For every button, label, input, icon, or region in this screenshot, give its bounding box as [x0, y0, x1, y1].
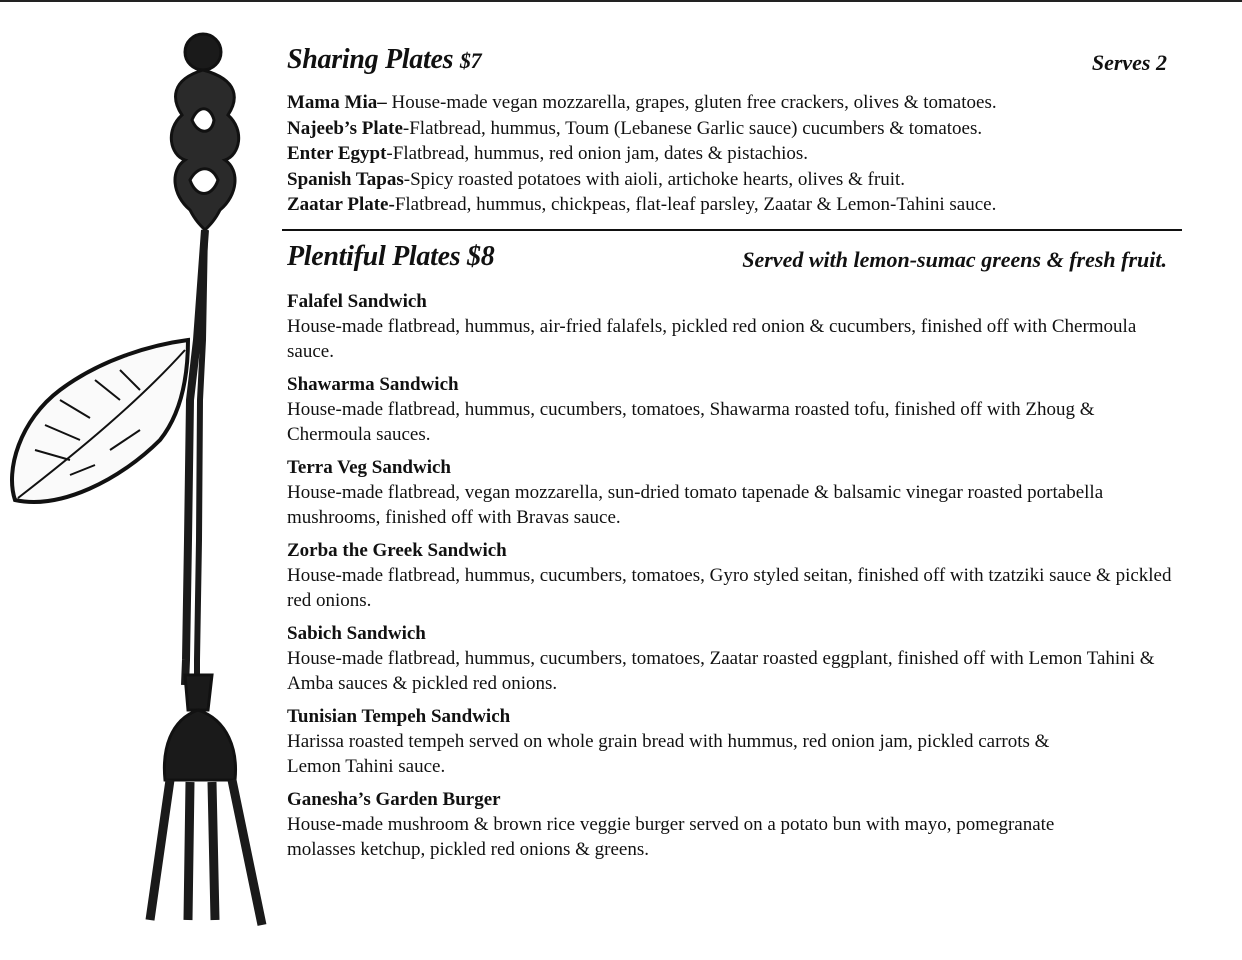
menu-item-description: -Spicy roasted potatoes with aioli, artichoke hearts, olives & fruit.: [403, 168, 906, 190]
section-divider: [282, 229, 1182, 231]
sharing-plates-section: [287, 40, 1177, 218]
sharing-plates-header: [287, 40, 1177, 84]
sharing-plates-title: [287, 44, 481, 76]
menu-item-description: -Flatbread, hummus, red onion jam, dates & pistachios.: [386, 143, 809, 164]
menu-item-name: Enter Egypt: [287, 143, 387, 164]
list-item: [287, 167, 1177, 193]
list-item: [287, 116, 1177, 142]
plentiful-plates-header: [287, 237, 1177, 281]
sharing-plates-list: [287, 90, 1177, 218]
menu-item-name: Zaatar Plate-: [287, 194, 395, 215]
menu-item-description: House-made flatbread, hummus, cucumbers, tomatoes, Gyro styled seitan, finished off with tzatziki sauce & pickled red onions.: [287, 564, 1172, 611]
list-item: [287, 787, 1177, 862]
menu-item-name: Terra Veg Sandwich: [287, 456, 451, 478]
menu-item-description: House-made flatbread, hummus, air-fried falafels, pickled red onion & cucumbers, finished off with Chermoula sauce.: [287, 315, 1137, 362]
list-item: [287, 192, 1177, 218]
menu-item-name: Mama Mia–: [287, 92, 387, 113]
menu-item-name: Spanish Tapas: [287, 168, 404, 190]
list-item: [287, 141, 1177, 167]
menu-item-name: Ganesha’s Garden Burger: [287, 788, 501, 810]
menu-item-description: House-made mushroom & brown rice veggie burger served on a potato bun with mayo, pomegranate molasses ketchup, pickled red onions & greens.: [287, 813, 1055, 860]
menu-item-description: Harissa roasted tempeh served on whole grain bread with hummus, red onion jam, pickled carrots & Lemon Tahini sauce.: [287, 730, 1050, 777]
menu-item-description: House-made flatbread, vegan mozzarella, sun-dried tomato tapenade & balsamic vinegar roasted portabella mushrooms, finished off with Bravas sauce.: [287, 481, 1104, 528]
menu-content: [287, 40, 1177, 862]
sharing-plates-title-text: Sharing Plates: [287, 44, 454, 75]
sharing-plates-serves-note: Serves 2: [1091, 50, 1167, 75]
menu-item-name: Najeeb’s Plate: [287, 117, 403, 139]
menu-item-description: House-made flatbread, hummus, cucumbers, tomatoes, Zaatar roasted eggplant, finished off with Lemon Tahini & Amba sauces & pickled red onions.: [287, 647, 1155, 694]
plentiful-plates-section: [287, 237, 1177, 862]
fork-illustration-icon: [0, 20, 280, 940]
list-item: [287, 538, 1177, 613]
menu-item-name: Falafel Sandwich: [287, 290, 427, 312]
list-item: [287, 289, 1177, 364]
menu-item-description: House-made vegan mozzarella, grapes, gluten free crackers, olives & tomatoes.: [386, 92, 997, 113]
list-item: [287, 372, 1177, 447]
menu-item-name: Tunisian Tempeh Sandwich: [287, 705, 511, 727]
list-item: [287, 621, 1177, 696]
sharing-plates-price: $7: [459, 48, 482, 73]
menu-item-description: Flatbread, hummus, chickpeas, flat-leaf parsley, Zaatar & Lemon-Tahini sauce.: [394, 194, 997, 215]
menu-item-name: Zorba the Greek Sandwich: [287, 539, 507, 561]
menu-item-name: Sabich Sandwich: [287, 622, 426, 644]
plentiful-plates-served-note: Served with lemon-sumac greens & fresh fruit.: [742, 246, 1167, 272]
list-item: [287, 704, 1177, 779]
menu-item-description: -Flatbread, hummus, Toum (Lebanese Garlic sauce) cucumbers & tomatoes.: [402, 117, 983, 139]
list-item: [287, 455, 1177, 530]
menu-item-description: House-made flatbread, hummus, cucumbers, tomatoes, Shawarma roasted tofu, finished off with Zhoug & Chermoula sauces.: [287, 398, 1095, 445]
plentiful-plates-title: Plentiful Plates $8: [287, 240, 495, 272]
menu-item-name: Shawarma Sandwich: [287, 373, 459, 395]
top-border-line: [0, 0, 1242, 2]
list-item: [287, 90, 1177, 116]
